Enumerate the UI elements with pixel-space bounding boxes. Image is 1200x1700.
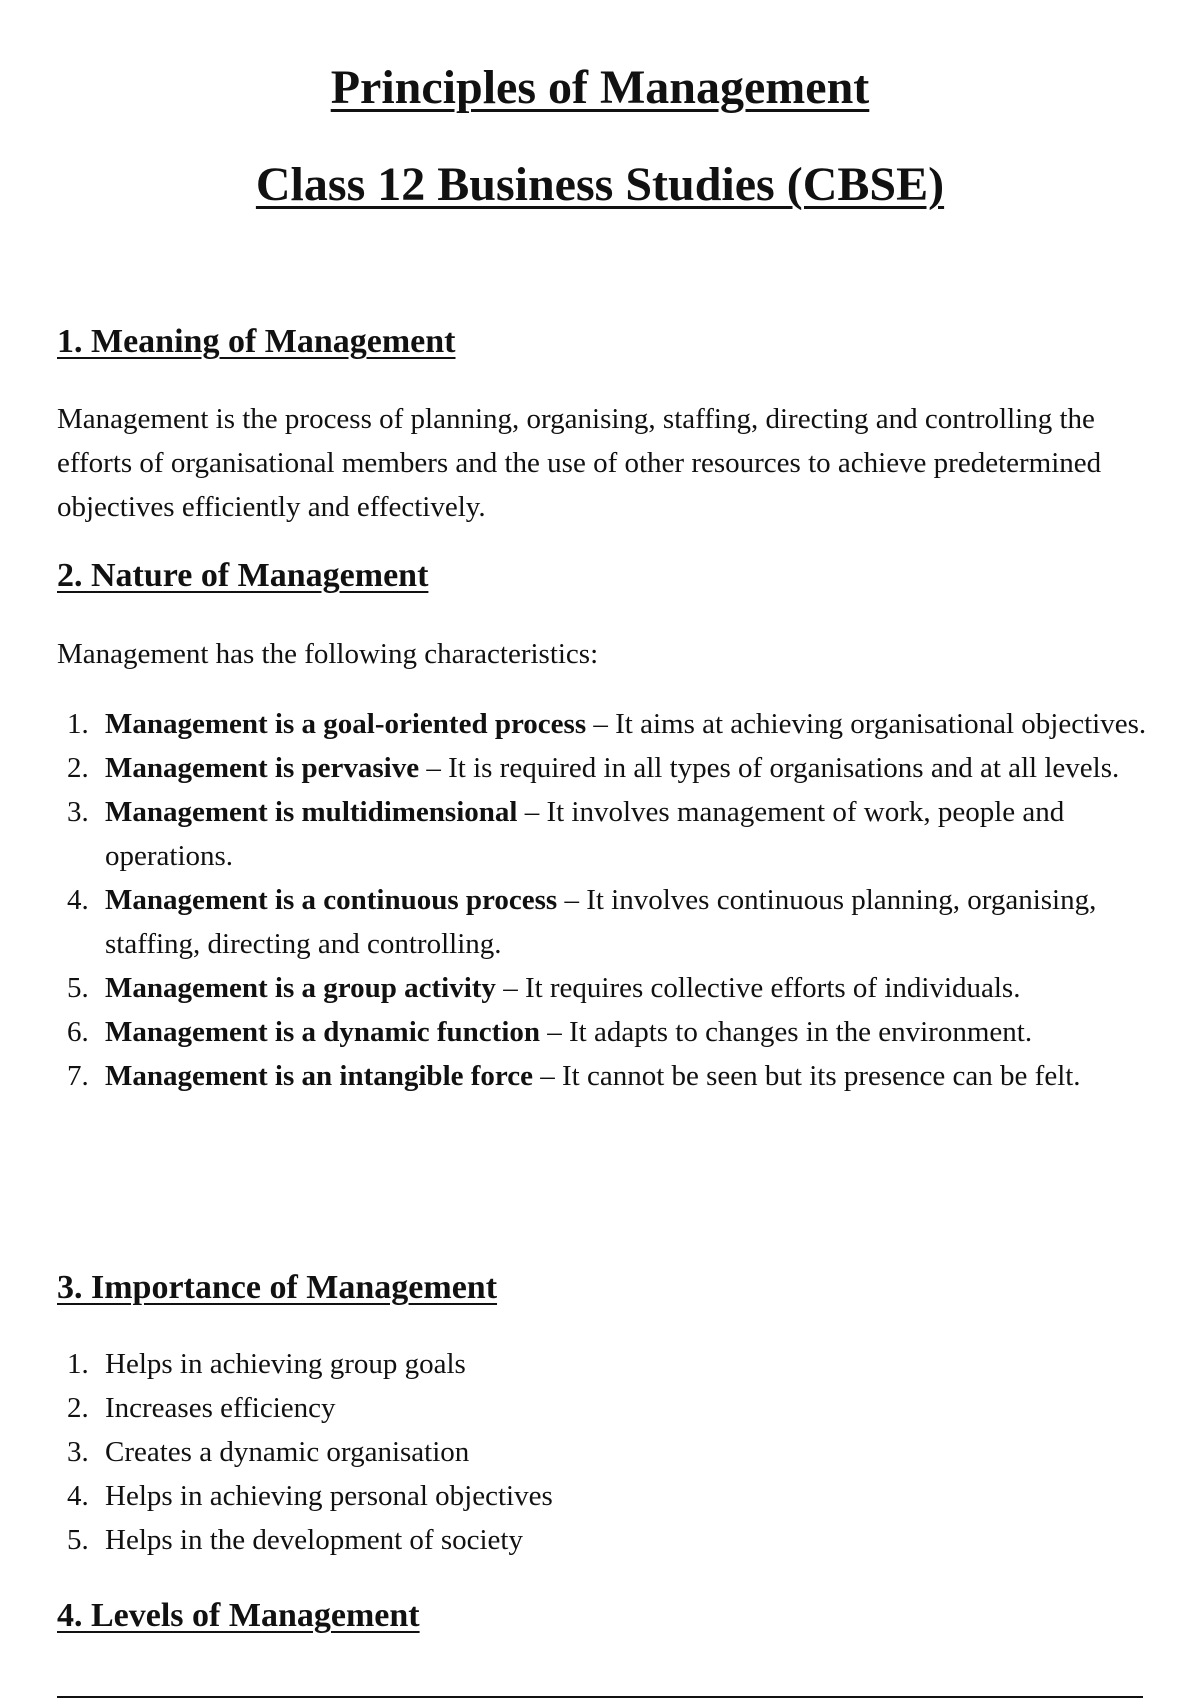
list-item-description: – It is required in all types of organisations and at all levels.	[419, 752, 1120, 784]
horizontal-rule	[57, 1696, 1143, 1698]
list-item-text: Increases efficiency	[105, 1392, 336, 1424]
list-item-bold-term: Management is pervasive	[105, 752, 420, 784]
list-item-description: – It requires collective efforts of individuals.	[495, 972, 1021, 1004]
list-item-number: 1.	[67, 708, 89, 740]
list-item-number: 2.	[67, 752, 89, 784]
list-item-number: 2.	[67, 1392, 89, 1424]
list-item-text: Helps in achieving group goals	[105, 1348, 466, 1380]
list-item-bold-term: Management is a continuous process	[105, 884, 558, 916]
list-item	[57, 702, 1157, 746]
list-item-text: Helps in achieving personal objectives	[105, 1480, 553, 1512]
list-item-bold-term: Management is a group activity	[105, 972, 496, 1004]
nature-characteristics-list	[57, 702, 1157, 1098]
list-item-number: 5.	[67, 972, 89, 1004]
meaning-paragraph: Management is the process of planning, organising, staffing, directing and controlling the efforts of organisational members and the use of other resources to achieve predetermined objectives efficiently and effectively.	[57, 403, 1102, 523]
section-heading-nature: 2. Nature of Management	[57, 557, 429, 594]
list-item	[57, 1010, 1157, 1054]
list-item-bold-term: Management is a goal-oriented process	[105, 708, 587, 740]
list-item	[57, 746, 1157, 790]
list-item-description: – It involves continuous planning, organising, staffing, directing and controlling.	[105, 884, 1097, 960]
section-heading-importance: 3. Importance of Management	[57, 1269, 498, 1306]
list-item-description: – It involves management of work, people and operations.	[105, 796, 1065, 872]
list-item	[57, 1474, 1157, 1518]
list-item	[57, 1386, 1157, 1430]
document-title	[0, 60, 1200, 116]
list-item-bold-term: Management is a dynamic function	[105, 1016, 540, 1048]
list-item-description: – It adapts to changes in the environment.	[540, 1016, 1033, 1048]
document-title-text: Principles of Management	[330, 61, 870, 114]
list-item-bold-term: Management is multidimensional	[105, 796, 518, 828]
list-item-number: 3.	[67, 1436, 89, 1468]
list-item	[57, 1518, 1157, 1562]
list-item-number: 5.	[67, 1524, 89, 1556]
section-heading-meaning: 1. Meaning of Management	[57, 323, 456, 360]
importance-list	[57, 1342, 1157, 1562]
list-item-number: 7.	[67, 1060, 89, 1092]
document-subtitle-text: Class 12 Business Studies (CBSE)	[255, 158, 945, 211]
list-item-number: 1.	[67, 1348, 89, 1380]
nature-intro-paragraph: Management has the following characteristics:	[57, 638, 599, 670]
document-subtitle	[0, 157, 1200, 213]
list-item-text: Creates a dynamic organisation	[105, 1436, 470, 1468]
list-item-bold-term: Management is an intangible force	[105, 1060, 533, 1092]
list-item	[57, 1342, 1157, 1386]
list-item-text: Helps in the development of society	[105, 1524, 523, 1556]
list-item	[57, 878, 1157, 966]
list-item-number: 4.	[67, 1480, 89, 1512]
list-item-number: 4.	[67, 884, 89, 916]
list-item	[57, 966, 1157, 1010]
list-item	[57, 1054, 1157, 1098]
list-item	[57, 1430, 1157, 1474]
list-item-description: – It aims at achieving organisational objectives.	[586, 708, 1147, 740]
list-item-description: – It cannot be seen but its presence can be felt.	[533, 1060, 1081, 1092]
list-item-number: 3.	[67, 796, 89, 828]
list-item	[57, 790, 1157, 878]
list-item-number: 6.	[67, 1016, 89, 1048]
section-heading-levels: 4. Levels of Management	[57, 1597, 420, 1634]
